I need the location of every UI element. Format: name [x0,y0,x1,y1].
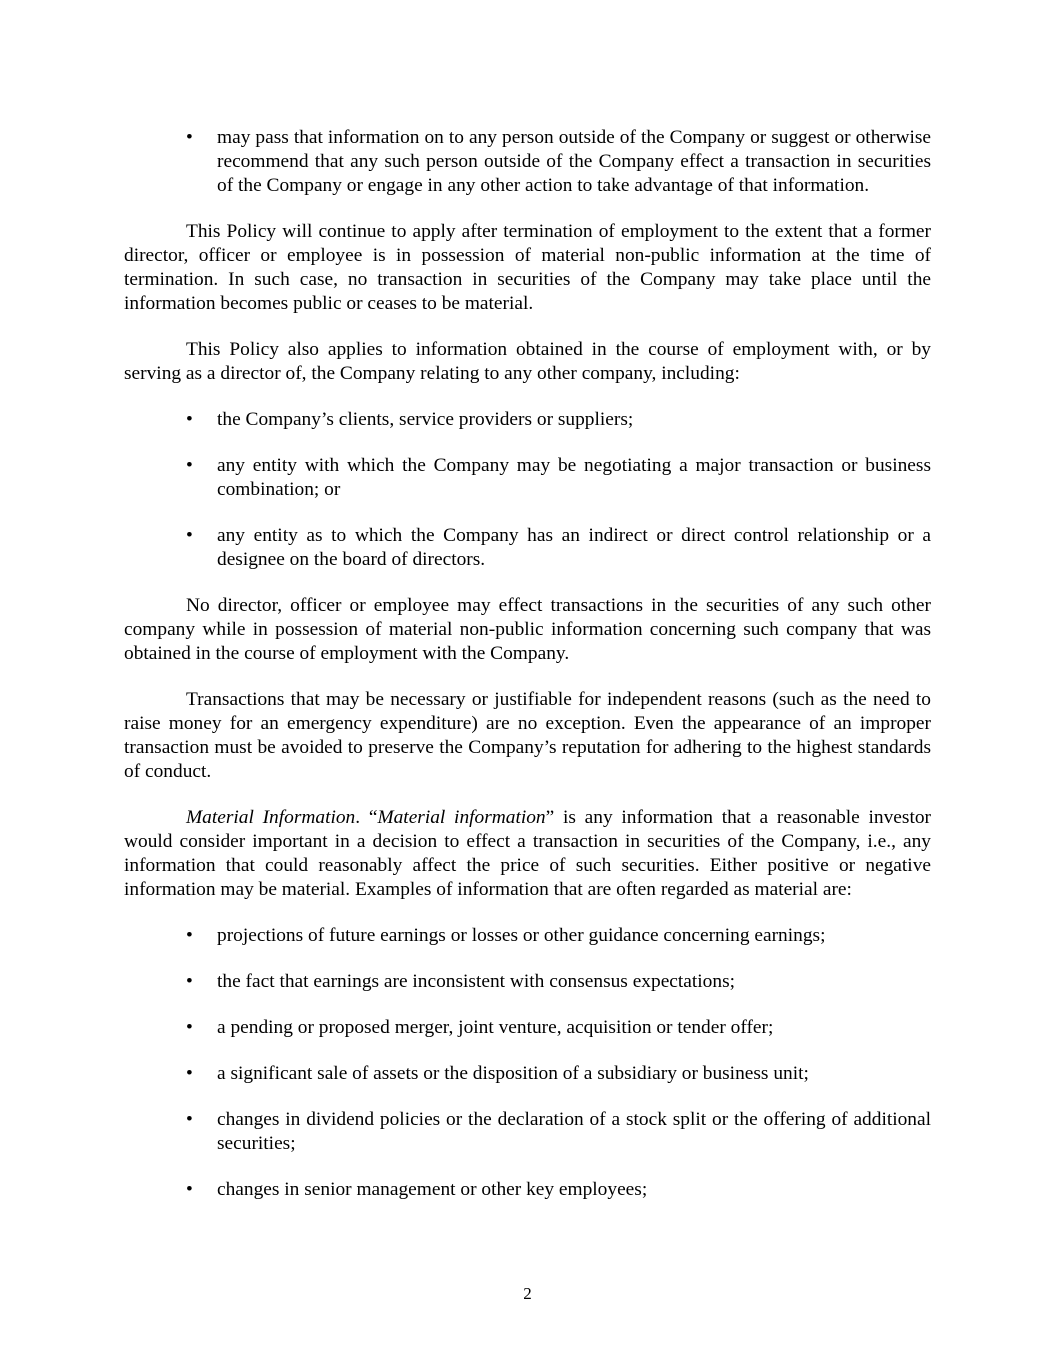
material-heading: Material Information [186,807,356,828]
list-item [124,970,931,994]
bullet-icon: • [186,525,193,546]
list-item-text: any entity with which the Company may be negotiating a major transaction or business combination; or [217,455,931,500]
bullet-icon: • [186,409,193,430]
list-item [124,1178,931,1202]
list-item [124,924,931,948]
list-item-text: a significant sale of assets or the disposition of a subsidiary or business unit; [217,1063,809,1084]
list-item-text: a pending or proposed merger, joint venture, acquisition or tender offer; [217,1017,774,1038]
material-term: Material information [377,807,546,828]
list-item-text: changes in dividend policies or the declaration of a stock split or the offering of additional securities; [217,1109,931,1154]
list-item-text: any entity as to which the Company has an indirect or direct control relationship or a designee on the board of directors. [217,525,931,570]
bullet-icon: • [186,925,193,946]
paragraph-termination: This Policy will continue to apply after termination of employment to the extent that a former director, officer or employee is in possession of material non-public information at the time of termination. In such case, no transaction in securities of the Company may take place until the information becomes public or ceases to be material. [124,221,931,314]
list-item-text: the Company’s clients, service providers or suppliers; [217,409,634,430]
paragraph-no-director: No director, officer or employee may effect transactions in the securities of any such other company while in possession of material non-public information concerning such company that was obtained in the course of employment with the Company. [124,595,931,664]
bullet-list-material-examples [124,924,931,1202]
document-page [124,126,931,1224]
bullet-list-other-companies [124,408,931,572]
material-heading-punct: . “ [355,807,378,828]
list-item [124,454,931,502]
paragraph-other-company: This Policy also applies to information obtained in the course of employment with, or by serving as a director of, the Company relating to any other company, including: [124,339,931,384]
list-item [124,408,931,432]
list-item [124,524,931,572]
paragraph-material-information [124,806,931,902]
list-item-text: may pass that information on to any person outside of the Company or suggest or otherwise recommend that any such person outside of the Company effect a transaction in securities of the Company or engage in any other action to take advantage of that information. [217,127,931,196]
material-body: ” is any information that a reasonable investor would consider important in a decision to effect a transaction in securities of the Company, i.e., any information that could reasonably affect the price of such securities. Either positive or negative information may be material. Examples of information that are often regarded as material are: [124,807,931,900]
bullet-icon: • [186,971,193,992]
bullet-icon: • [186,455,193,476]
list-item [124,1108,931,1156]
list-item-text: changes in senior management or other key employees; [217,1179,648,1200]
bullet-list-disclosure [124,126,931,198]
list-item [124,1062,931,1086]
bullet-icon: • [186,1063,193,1084]
list-item-text: projections of future earnings or losses or other guidance concerning earnings; [217,925,826,946]
bullet-icon: • [186,1017,193,1038]
list-item [124,1016,931,1040]
bullet-icon: • [186,1109,193,1130]
list-item-text: the fact that earnings are inconsistent with consensus expectations; [217,971,736,992]
paragraph-transactions: Transactions that may be necessary or justifiable for independent reasons (such as the need to raise money for an emergency expenditure) are no exception. Even the appearance of an improper transaction must be avoided to preserve the Company’s reputation for adhering to the highest standards of conduct. [124,689,931,782]
bullet-icon: • [186,127,193,148]
bullet-icon: • [186,1179,193,1200]
page-number: 2 [523,1284,532,1303]
list-item [124,126,931,198]
